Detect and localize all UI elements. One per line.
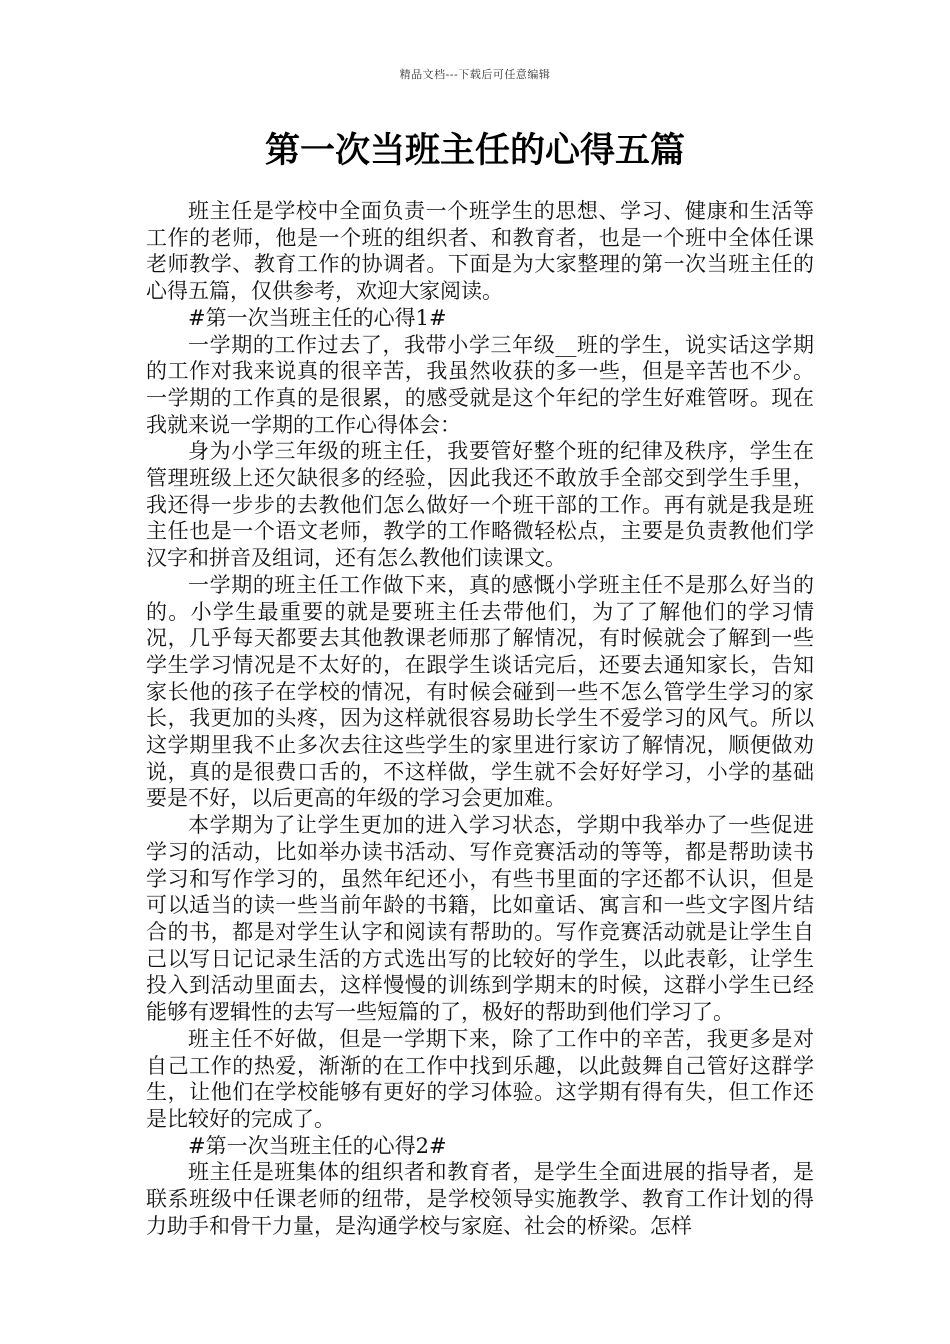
intro-paragraph: 班主任是学校中全面负责一个班学生的思想、学习、健康和生活等工作的老师，他是一个班的组织者、和教育者，也是一个班中全体任课老师教学、教育工作的协调者。下面是为大家整理的第一次当班主任的心得五篇，仅供参考，欢迎大家阅读。 — [146, 199, 814, 304]
document-title: 第一次当班主任的心得五篇 — [264, 131, 685, 171]
header-note: 精品文档---下载后可任意编辑 — [399, 68, 551, 81]
document-body — [146, 198, 814, 1239]
body-paragraph: 班主任是班集体的组织者和教育者，是学生全面进展的指导者，是联系班级中任课老师的纽带，是学校领导实施教学、教育工作计划的得力助手和骨干力量，是沟通学校与家庭、社会的桥梁。怎样 — [146, 1160, 814, 1238]
body-paragraph: 一学期的工作过去了，我带小学三年级__班的学生，说实话这学期的工作对我来说真的很辛苦，我虽然收获的多一些，但是辛苦也不少。一学期的工作真的是很累，的感受就是这个年纪的学生好难管呀。现在我就来说一学期的工作心得体会： — [146, 332, 814, 437]
section-heading-2: #第一次当班主任的心得2# — [188, 1133, 447, 1158]
body-paragraph: 身为小学三年级的班主任，我要管好整个班的纪律及秩序，学生在管理班级上还欠缺很多的经验，因此我还不敢放手全部交到学生手里，我还得一步步的去教他们怎么做好一个班干部的工作。再有就是我是班主任也是一个语文老师，教学的工作略微轻松点，主要是负责教他们学汉字和拼音及组词，还有怎么教他们读课文。 — [146, 439, 814, 571]
section-heading-1: #第一次当班主任的心得1# — [188, 305, 447, 330]
body-paragraph: 一学期的班主任工作做下来，真的感慨小学班主任不是那么好当的的。小学生最重要的就是要班主任去带他们，为了了解他们的学习情况，几乎每天都要去其他教课老师那了解情况，有时候就会了解到一些学生学习情况是不太好的，在跟学生谈话完后，还要去通知家长，告知家长他的孩子在学校的情况，有时候会碰到一些不怎么管学生学习的家长，我更加的头疼，因为这样就很容易助长学生不爱学习的风气。所以这学期里我不止多次去往这些学生的家里进行家访了解情况，顺便做劝说，真的是很费口舌的，不这样做，学生就不会好好学习，小学的基础要是不好，以后更高的年级的学习会更加难。 — [146, 572, 814, 811]
body-paragraph: 本学期为了让学生更加的进入学习状态，学期中我举办了一些促进学习的活动，比如举办读书活动、写作竞赛活动的等等，都是帮助读书学习和写作学习的，虽然年纪还小，有些书里面的字还都不认识，但是可以适当的读一些当前年龄的书籍，比如童话、寓言和一些文字图片结合的书，都是对学生认字和阅读有帮助的。写作竞赛活动就是让学生自己以写日记记录生活的方式选出写的比较好的学生，以此表彰，让学生投入到活动里面去，这样慢慢的训练到学期末的时候，这群小学生已经能够有逻辑性的去写一些短篇的了，极好的帮助到他们学习了。 — [146, 813, 814, 1025]
body-paragraph: 班主任不好做，但是一学期下来，除了工作中的辛苦，我更多是对自己工作的热爱，渐渐的在工作中找到乐趣，以此鼓舞自己管好这群学生，让他们在学校能够有更好的学习体验。这学期有得有失，但工作还是比较好的完成了。 — [146, 1026, 814, 1131]
